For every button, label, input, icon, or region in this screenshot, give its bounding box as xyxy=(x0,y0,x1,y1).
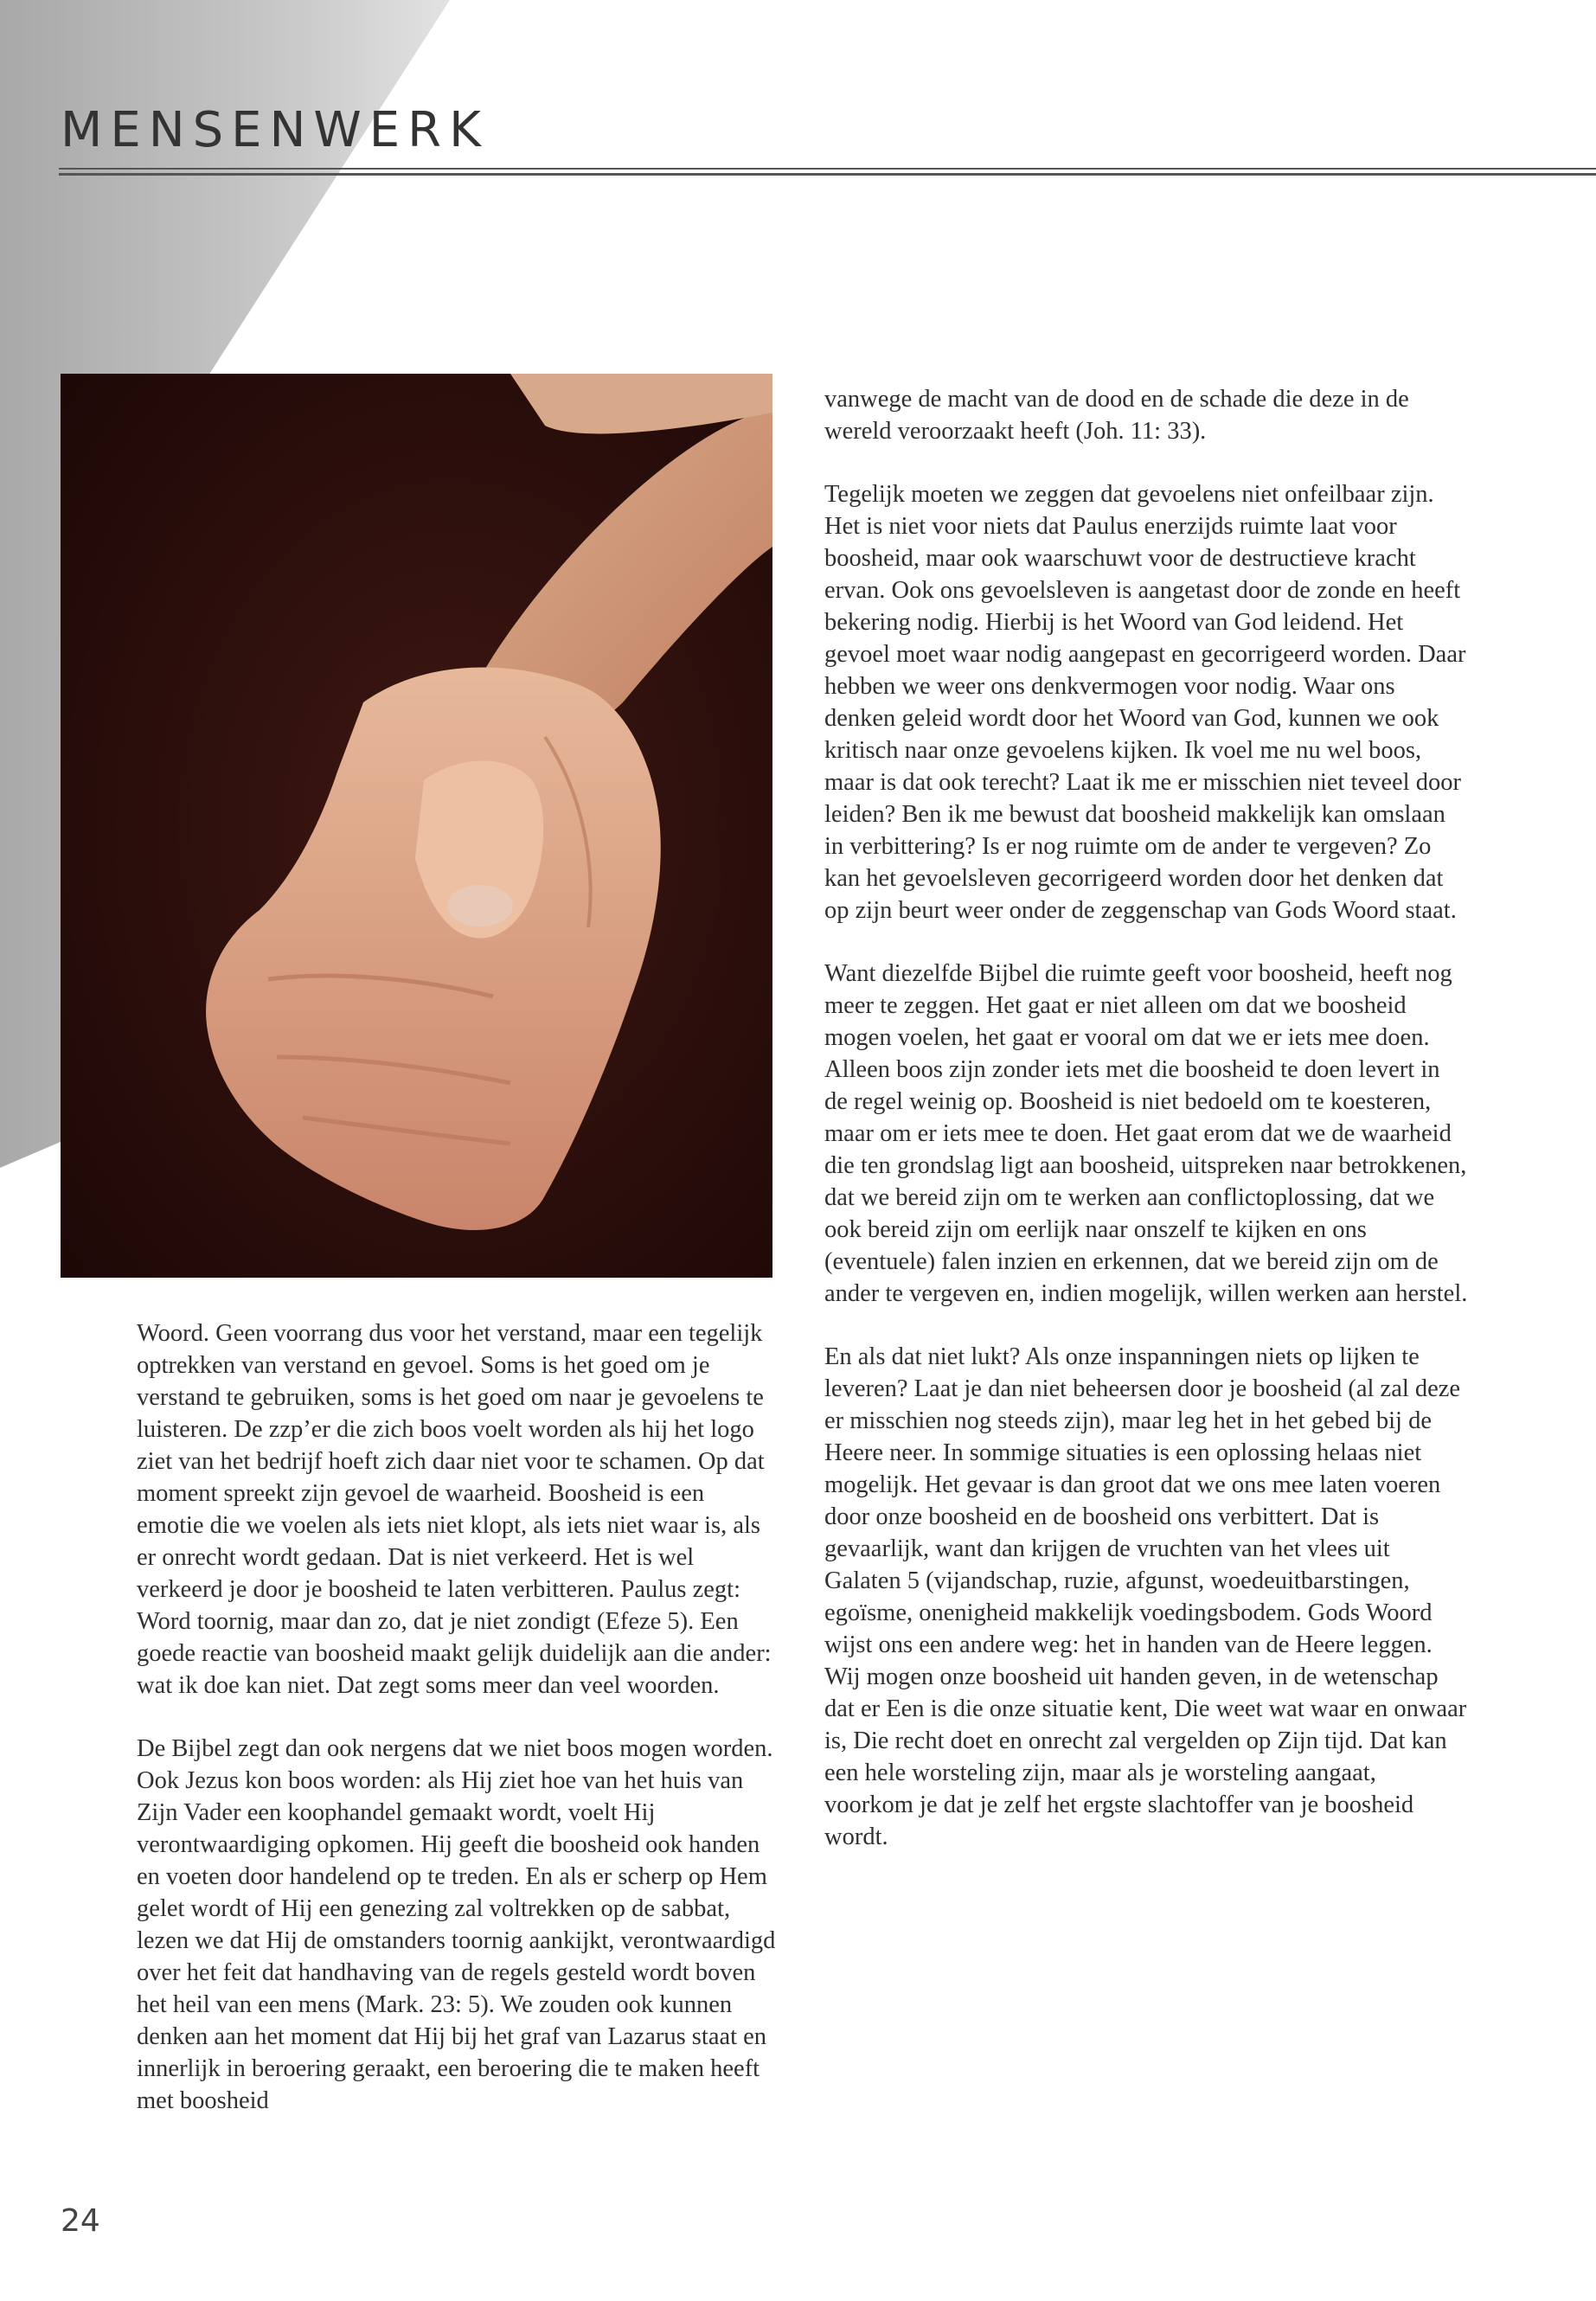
paragraph: Woord. Geen voorrang dus voor het verstand, maar een tegelijk optrekken van verstand en gevoel. Soms is het goed om je verstand te gebruiken, soms is het goed om naar je gevoelens te luisteren. De zzp’er die zich boos voelt worden als hij het logo ziet van het bedrijf hoeft zich daar niet voor te schamen. Op dat moment spreekt zijn gevoel de waarheid. Boosheid is een emotie die we voelen als iets niet klopt, als iets niet waar is, als er onrecht wordt gedaan. Dat is niet verkeerd. Het is wel verkeerd je door je boosheid te laten verbitteren. Paulus zegt: Word toornig, maar dan zo, dat je niet zondigt (Efeze 5). Een goede reactie van boosheid maakt gelijk duidelijk aan die ander: wat ik doe kan niet. Dat zegt soms meer dan veel woorden. xyxy=(137,1320,772,1699)
paragraph: vanwege de macht van de dood en de schade die deze in de wereld veroorzaakt heeft (Joh. 11: 33). xyxy=(824,386,1409,445)
page-number: 24 xyxy=(61,2203,100,2239)
header-rule xyxy=(59,168,1596,170)
left-text-column xyxy=(137,1317,777,2117)
paragraph: En als dat niet lukt? Als onze inspanningen niets op lijken te leveren? Laat je dan niet beheersen door je boosheid (al zal deze er misschien nog steeds zijn), maar leg het in het gebed bij de Heere neer. In sommige situaties is een oplossing helaas niet mogelijk. Het gevaar is dan groot dat we ons mee laten voeren door onze boosheid en de boosheid ons verbittert. Dat is gevaarlijk, want dan krijgen de vruchten van het vlees uit Galaten 5 (vijandschap, ruzie, afgunst, woedeuitbarstingen, egoïsme, onenigheid makkelijk voedingsbodem. Gods Woord wijst ons een andere weg: het in handen van de Heere leggen. Wij mogen onze boosheid uit handen geven, in de wetenschap dat er Een is die onze situatie kent, Die weet wat waar en onwaar is, Die recht doet en onrecht zal vergelden op Zijn tijd. Dat kan een hele worsteling zijn, maar als je worsteling aangaat, voorkom je dat je zelf het ergste slachtoffer van je boosheid wordt. xyxy=(824,1343,1467,1850)
header-rule-double xyxy=(59,173,1596,176)
section-title: MENSENWERK xyxy=(61,102,489,158)
paragraph: Want diezelfde Bijbel die ruimte geeft voor boosheid, heeft nog meer te zeggen. Het gaat er niet alleen om dat we boosheid mogen voelen, het gaat er vooral om dat we er iets mee doen. Alleen boos zijn zonder iets met die boosheid te doen levert in de regel weinig op. Boosheid is niet bedoeld om te koesteren, maar om er iets mee te doen. Het gaat erom dat we de waarheid die ten grondslag ligt aan boosheid, uitspreken naar betrokkenen, dat we bereid zijn om te werken aan conflictoplossing, dat we ook bereid zijn om eerlijk naar onszelf te kijken en ons (eventuele) falen inzien en erkennen, dat we bereid zijn om de ander te vergeven en, indien mogelijk, willen werken aan herstel. xyxy=(824,960,1468,1307)
paragraph: De Bijbel zegt dan ook nergens dat we niet boos mogen worden. Ook Jezus kon boos worden: als Hij ziet hoe van het huis van Zijn Vader een koophandel gemaakt wordt, voelt Hij verontwaardiging opkomen. Hij geeft die boosheid ook handen en voeten door handelend op te treden. En als er scherp op Hem gelet wordt of Hij een genezing zal voltrekken op de sabbat, lezen we dat Hij de omstanders toornig aankijkt, verontwaardigd over het feit dat handhaving van de regels gesteld wordt boven het heil van een mens (Mark. 23: 5). We zouden ook kunnen denken aan het moment dat Hij bij het graf van Lazarus staat en innerlijk in beroering geraakt, een beroering die te maken heeft met boosheid xyxy=(137,1735,776,2114)
paragraph: Tegelijk moeten we zeggen dat gevoelens niet onfeilbaar zijn. Het is niet voor niets dat Paulus enerzijds ruimte laat voor boosheid, maar ook waarschuwt voor de destructieve kracht ervan. Ook ons gevoelsleven is aangetast door de zonde en heeft bekering nodig. Hierbij is het Woord van God leidend. Het gevoel moet waar nodig aangepast en gecorrigeerd worden. Daar hebben we weer ons denkvermogen voor nodig. Waar ons denken geleid wordt door het Woord van God, kunnen we ook kritisch naar onze gevoelens kijken. Ik voel me nu wel boos, maar is dat ook terecht? Laat ik me er misschien niet teveel door leiden? Ben ik me bewust dat boosheid makkelijk kan omslaan in verbittering? Is er nog ruimte om de ander te vergeven? Zo kan het gevoelsleven gecorrigeerd worden door het denken dat op zijn beurt weer onder de zeggenschap van Gods Woord staat. xyxy=(824,481,1466,924)
folded-hands-photo xyxy=(61,374,772,1278)
right-text-column xyxy=(824,383,1469,1853)
